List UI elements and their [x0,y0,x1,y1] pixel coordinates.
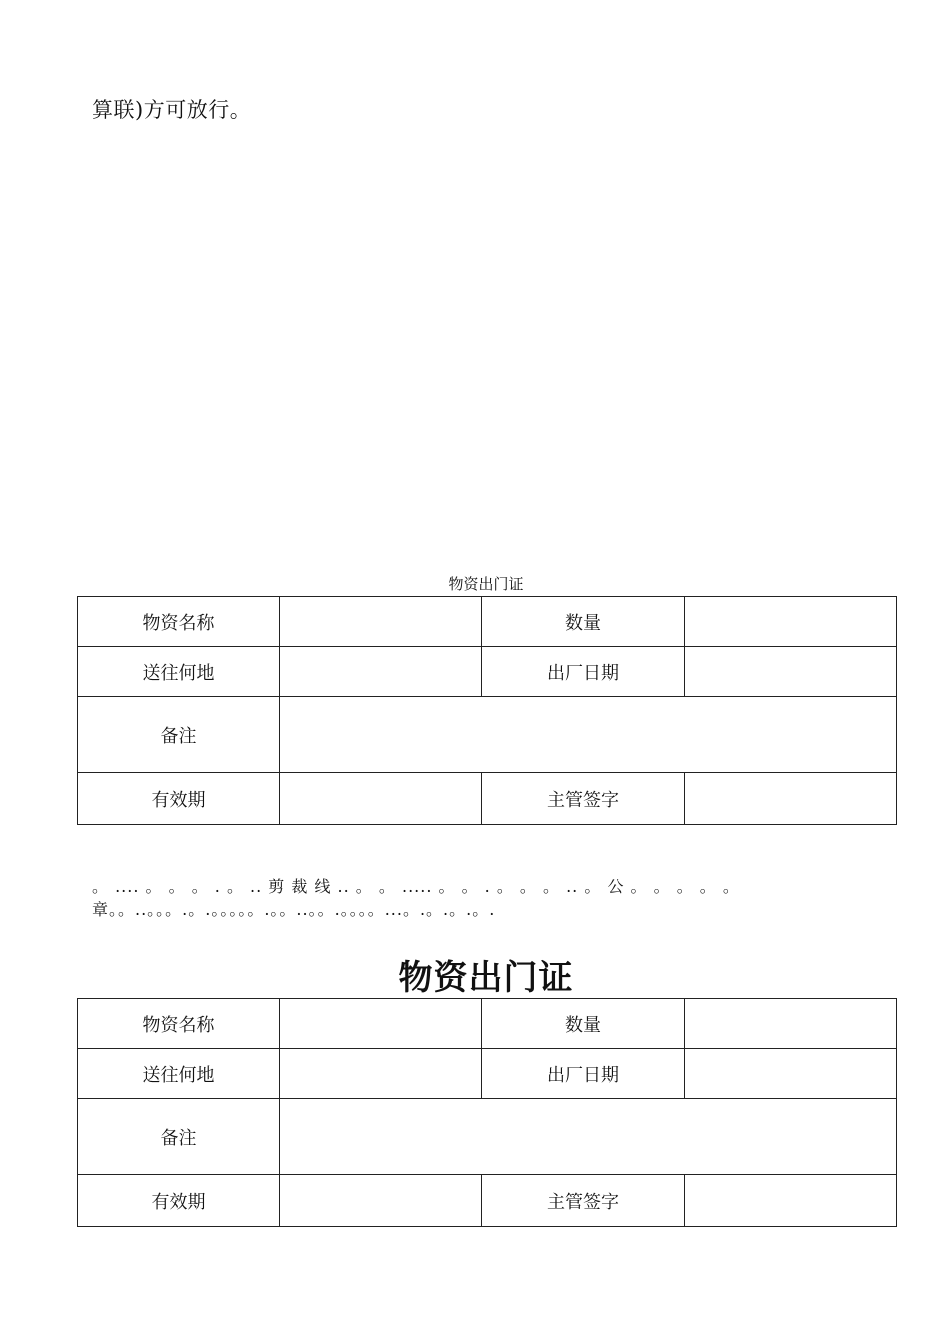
permit-title-large: 物资出门证 [398,958,574,998]
value-exit-date[interactable] [685,647,897,697]
permit-table-top [77,596,897,825]
label-exit-date: 出厂日期 [482,647,685,697]
label-quantity: 数量 [482,597,685,647]
cut-line: 。 .... 。 。 。 . 。 .. 剪 裁 线 .. 。 。 ..... 。 。 . 。 。 。 .. 。 公 。 。 。 。 。 章。。..。。。.。.。。。。。.。。..。。.。。。。...。.。.。.。. [92,877,740,919]
value-validity[interactable] [280,1175,482,1227]
value-destination[interactable] [280,647,482,697]
intro-text: 算联)方可放行。 [92,98,252,122]
table-row [78,1175,897,1227]
label-validity: 有效期 [78,1175,280,1227]
value-destination[interactable] [280,1049,482,1099]
label-supervisor-signature: 主管签字 [482,773,685,825]
value-supervisor-signature[interactable] [685,773,897,825]
permit-title-small: 物资出门证 [448,575,524,593]
label-material-name: 物资名称 [78,999,280,1049]
value-material-name[interactable] [280,597,482,647]
label-remarks: 备注 [78,697,280,773]
value-quantity[interactable] [685,597,897,647]
value-remarks[interactable] [280,1099,897,1175]
table-row [78,1049,897,1099]
value-supervisor-signature[interactable] [685,1175,897,1227]
label-destination: 送往何地 [78,1049,280,1099]
value-exit-date[interactable] [685,1049,897,1099]
table-row [78,597,897,647]
table-row [78,773,897,825]
permit-table-bottom [77,998,897,1227]
label-supervisor-signature: 主管签字 [482,1175,685,1227]
label-exit-date: 出厂日期 [482,1049,685,1099]
label-material-name: 物资名称 [78,597,280,647]
table-row [78,697,897,773]
value-quantity[interactable] [685,999,897,1049]
label-quantity: 数量 [482,999,685,1049]
table-row [78,1099,897,1175]
value-remarks[interactable] [280,697,897,773]
label-remarks: 备注 [78,1099,280,1175]
table-row [78,999,897,1049]
label-validity: 有效期 [78,773,280,825]
label-destination: 送往何地 [78,647,280,697]
value-validity[interactable] [280,773,482,825]
table-row [78,647,897,697]
value-material-name[interactable] [280,999,482,1049]
